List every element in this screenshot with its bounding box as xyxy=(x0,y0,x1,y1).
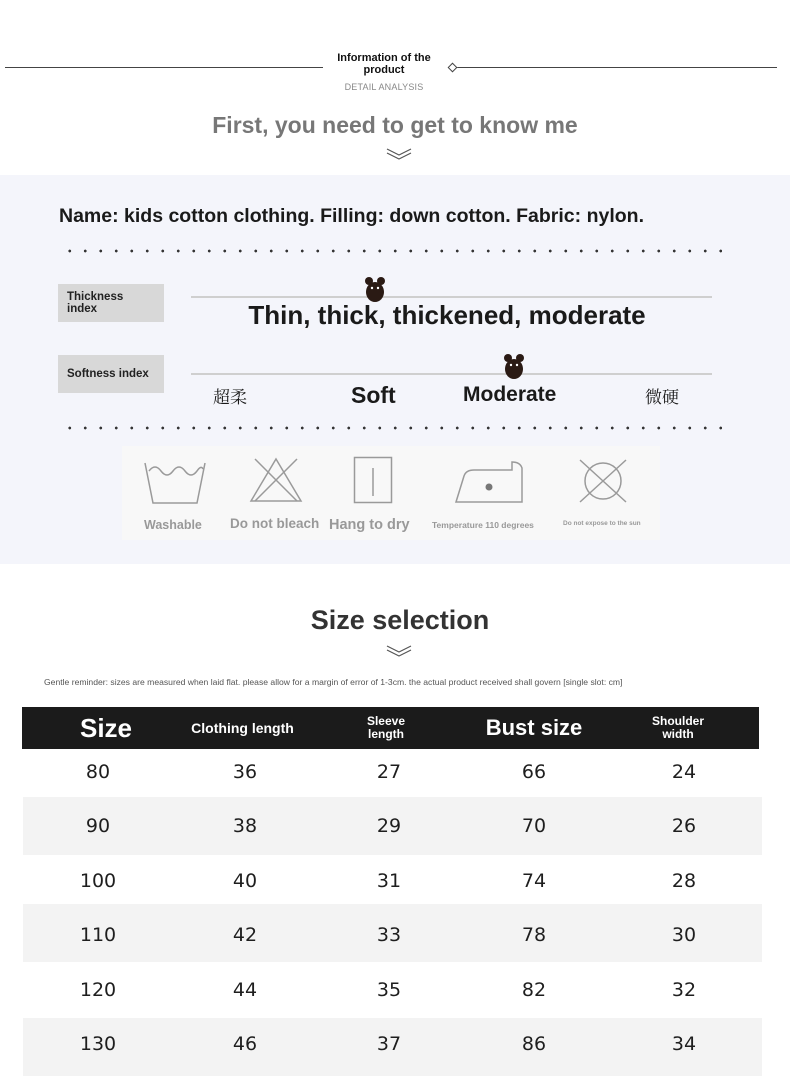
table-row xyxy=(23,904,762,962)
cell-bust-size: 74 xyxy=(521,870,547,892)
hang-dry-icon xyxy=(353,456,393,504)
cell-shoulder-width: 32 xyxy=(671,979,697,1001)
cell-sleeve-length: 31 xyxy=(376,870,402,892)
softness-index-label xyxy=(58,355,164,393)
care-label-hang-dry: Hang to dry xyxy=(329,517,410,533)
cell-sleeve-length: 27 xyxy=(376,761,402,783)
cell-bust-size: 70 xyxy=(521,815,547,837)
cell-clothing-length: 36 xyxy=(232,761,258,783)
cell-bust-size: 78 xyxy=(521,924,547,946)
cell-clothing-length: 44 xyxy=(232,979,258,1001)
cell-shoulder-width: 34 xyxy=(671,1033,697,1055)
thickness-index-label xyxy=(58,284,164,322)
size-table-header xyxy=(22,707,759,749)
washable-icon xyxy=(143,459,207,505)
cell-size: 120 xyxy=(79,979,117,1001)
care-label-iron: Temperature 110 degrees xyxy=(432,520,534,530)
no-sun-icon xyxy=(578,458,628,504)
cell-clothing-length: 38 xyxy=(232,815,258,837)
iron-icon xyxy=(454,458,524,504)
thickness-value: Thin, thick, thickened, moderate xyxy=(248,300,646,330)
softness-level-3: Moderate xyxy=(463,383,557,406)
size-reminder-note: Gentle reminder: sizes are measured when laid flat. please allow for a margin of error of 1-3cm. the actual product received shall govern [single slot: cm] xyxy=(44,677,623,687)
softness-level-4: 微硬 xyxy=(645,388,679,407)
cell-sleeve-length: 35 xyxy=(376,979,402,1001)
thickness-index-label-text: Thickness index xyxy=(67,291,124,315)
table-row xyxy=(23,1018,762,1076)
care-label-no-bleach: Do not bleach xyxy=(230,516,320,531)
softness-level-2: Soft xyxy=(351,382,396,408)
product-name-line: Name: kids cotton clothing. Filling: down cotton. Fabric: nylon. xyxy=(59,205,644,227)
cell-bust-size: 86 xyxy=(521,1033,547,1055)
bear-marker-icon xyxy=(364,276,386,302)
cell-clothing-length: 42 xyxy=(232,924,258,946)
cell-size: 90 xyxy=(85,815,111,837)
cell-bust-size: 66 xyxy=(521,761,547,783)
double-chevron-down-icon xyxy=(386,644,412,658)
cell-size: 110 xyxy=(79,924,117,946)
softness-level-1: 超柔 xyxy=(213,388,247,407)
cell-shoulder-width: 24 xyxy=(671,761,697,783)
table-row xyxy=(23,797,762,855)
table-row xyxy=(23,746,762,804)
diamond-icon xyxy=(448,63,458,73)
header-subtitle: DETAIL ANALYSIS xyxy=(344,82,424,92)
dotted-divider-top xyxy=(62,249,722,253)
header-title: Information of the product xyxy=(337,52,431,76)
size-selection-title: Size selection xyxy=(310,605,490,635)
cell-sleeve-length: 33 xyxy=(376,924,402,946)
softness-scale-line xyxy=(191,373,712,375)
cell-shoulder-width: 26 xyxy=(671,815,697,837)
cell-size: 80 xyxy=(85,761,111,783)
header-divider-left xyxy=(5,67,323,68)
care-label-no-sun: Do not expose to the sun xyxy=(563,520,641,527)
cell-bust-size: 82 xyxy=(521,979,547,1001)
cell-size: 130 xyxy=(79,1033,117,1055)
cell-clothing-length: 46 xyxy=(232,1033,258,1055)
dotted-divider-bottom xyxy=(62,426,722,430)
column-header-clothing-length: Clothing length xyxy=(191,720,294,736)
intro-heading: First, you need to get to know me xyxy=(212,112,578,138)
column-header-sleeve-length: Sleeve length xyxy=(366,714,406,741)
softness-index-label-text: Softness index xyxy=(67,368,149,380)
cell-shoulder-width: 28 xyxy=(671,870,697,892)
cell-sleeve-length: 29 xyxy=(376,815,402,837)
bear-marker-icon xyxy=(503,353,525,379)
column-header-shoulder-width: Shoulder width xyxy=(651,714,704,741)
no-bleach-icon xyxy=(249,457,303,503)
column-header-size: Size xyxy=(79,712,133,743)
cell-clothing-length: 40 xyxy=(232,870,258,892)
cell-size: 100 xyxy=(79,870,117,892)
cell-shoulder-width: 30 xyxy=(671,924,697,946)
table-row xyxy=(23,964,762,1022)
header-divider-right xyxy=(456,67,777,68)
care-label-washable: Washable xyxy=(144,518,202,532)
double-chevron-down-icon xyxy=(386,147,412,161)
column-header-bust-size: Bust size xyxy=(485,715,583,740)
thickness-scale-line xyxy=(191,296,712,298)
header-section xyxy=(0,0,790,175)
cell-sleeve-length: 37 xyxy=(376,1033,402,1055)
